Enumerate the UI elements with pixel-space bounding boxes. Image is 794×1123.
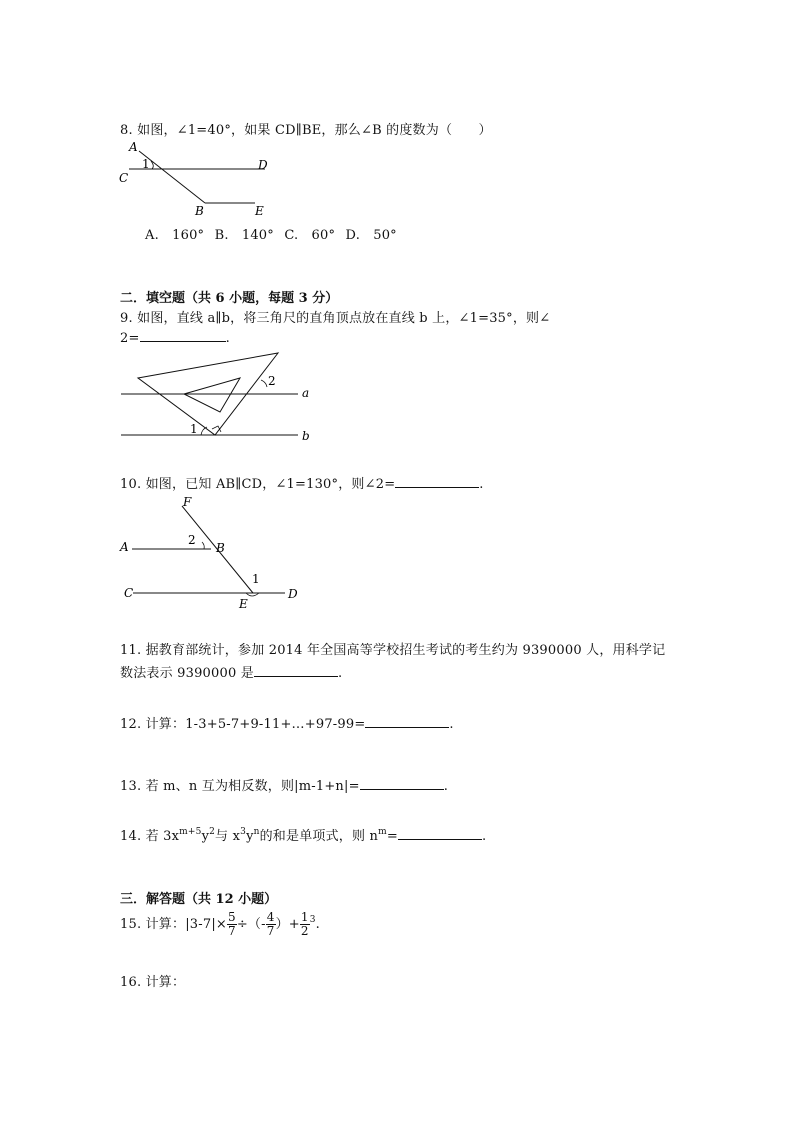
q15-fraction-1-den: 7 xyxy=(228,924,236,938)
q13-prefix: 13. 若 m、n 互为相反数，则|m-1+n|= xyxy=(120,779,360,794)
q11-line1: 11. 据教育部统计，参加 2014 年全国高等学校招生考试的考生约为 9390000 人，用科学记 xyxy=(120,643,666,658)
q9-label-b: b xyxy=(302,429,310,443)
q14-part-6: = xyxy=(386,829,398,844)
q8-label-a: A xyxy=(129,140,138,154)
q8-option-a: A. 160° xyxy=(145,228,205,243)
q14-exp-3: 3 xyxy=(240,827,247,837)
q10-label-c: C xyxy=(124,586,134,600)
q11-line2-prefix: 数法表示 9390000 是 xyxy=(120,666,254,681)
q8-option-d: D. 50° xyxy=(345,228,397,243)
q9-line2-suffix: . xyxy=(225,331,230,346)
q10-label-2: 2 xyxy=(188,533,196,547)
q8-option-c: C. 60° xyxy=(284,228,336,243)
q9-label-a: a xyxy=(302,386,310,400)
section-3-title: 三．解答题（共 12 小题） xyxy=(120,892,278,907)
q10-label-a: A xyxy=(120,540,129,554)
q15-fraction-1 xyxy=(227,911,237,938)
q14-part-5: 的和是单项式，则 n xyxy=(259,829,379,844)
q11-line2 xyxy=(120,662,342,681)
q11-answer-blank[interactable] xyxy=(254,665,338,677)
q14-suffix: . xyxy=(481,829,487,844)
q12-prefix: 12. 计算：1-3+5-7+9-11+…+97-99= xyxy=(120,717,366,732)
q10-label-e: E xyxy=(239,597,248,610)
q15-fraction-2-den: 7 xyxy=(266,924,275,938)
q13-text xyxy=(120,775,448,794)
q8-label-1: 1 xyxy=(142,157,150,171)
q15-fraction-2 xyxy=(266,911,276,938)
q8-options xyxy=(145,224,397,243)
q9-line2-prefix: 2= xyxy=(120,331,140,346)
q14-exp-5: m xyxy=(378,827,387,837)
q14-exp-1: m+5 xyxy=(179,827,202,837)
q8-label-e: E xyxy=(255,204,264,218)
q8-label-b: B xyxy=(195,204,204,218)
q9-label-2: 2 xyxy=(268,374,276,388)
q11-line2-suffix: . xyxy=(337,666,343,681)
q12-text xyxy=(120,713,454,732)
q10-label-d: D xyxy=(288,587,298,601)
q15-fraction-3 xyxy=(300,911,310,938)
q10-label-f: F xyxy=(183,495,192,509)
q15-fraction-3-num: 1 xyxy=(300,910,309,924)
q9-label-1: 1 xyxy=(190,422,198,436)
q10-text xyxy=(120,473,484,492)
q15-text xyxy=(120,911,320,938)
q10-prefix: 10. 如图，已知 AB∥CD，∠1=130°，则∠2= xyxy=(120,477,396,492)
q8-figure xyxy=(115,138,285,220)
q14-part-3: 与 x xyxy=(215,829,241,844)
q9-answer-blank[interactable] xyxy=(140,330,226,342)
q15-part-3: ）+ xyxy=(275,917,300,932)
q10-answer-blank[interactable] xyxy=(395,476,479,488)
q13-suffix: . xyxy=(443,779,449,794)
q13-answer-blank[interactable] xyxy=(360,778,444,790)
q8-text: 8. 如图，∠1=40°，如果 CD∥BE，那么∠B 的度数为（ ） xyxy=(120,123,492,138)
q15-exponent: 3 xyxy=(309,915,316,925)
q8-option-b: B. 140° xyxy=(214,228,274,243)
q14-part-2: y xyxy=(201,829,210,844)
q16-text: 16. 计算： xyxy=(120,975,186,990)
q15-fraction-1-num: 5 xyxy=(228,910,236,924)
q8-label-d: D xyxy=(258,158,268,172)
q10-suffix: . xyxy=(479,477,484,492)
q12-answer-blank[interactable] xyxy=(365,716,449,728)
q14-part-1: 14. 若 3x xyxy=(120,829,180,844)
q9-figure xyxy=(115,350,320,445)
section-2-title: 二．填空题（共 6 小题，每题 3 分） xyxy=(120,291,339,306)
q10-label-b: B xyxy=(216,541,225,555)
q9-line2 xyxy=(120,330,230,346)
q10-figure xyxy=(115,494,315,610)
q12-suffix: . xyxy=(449,717,454,732)
q14-exp-4: n xyxy=(253,827,260,837)
q14-exp-2: 2 xyxy=(209,827,216,837)
q15-part-1: 15. 计算：|3-7|× xyxy=(120,917,227,932)
q15-part-4: . xyxy=(315,917,320,932)
q14-answer-blank[interactable] xyxy=(398,828,482,840)
q15-fraction-2-num: 4 xyxy=(266,910,275,924)
q15-part-2: ÷（- xyxy=(236,917,266,932)
q14-part-4: y xyxy=(246,829,254,844)
q10-label-1: 1 xyxy=(252,572,260,586)
q15-fraction-3-den: 2 xyxy=(300,924,309,938)
q9-line1: 9. 如图，直线 a∥b，将三角尺的直角顶点放在直线 b 上，∠1=35°，则∠ xyxy=(120,311,551,326)
q14-text xyxy=(120,825,486,844)
q8-label-c: C xyxy=(119,171,129,185)
